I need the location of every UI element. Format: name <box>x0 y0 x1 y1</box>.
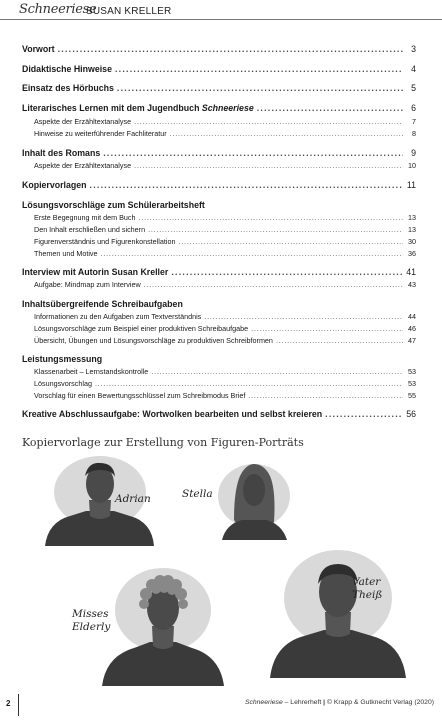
toc-entry-inhalt-aspekte[interactable]: Aspekte der Erzähltextanalyse . . . 10 <box>22 161 416 170</box>
toc-entry-textverstaendnis[interactable]: Informationen zu den Aufgaben zum Textverständnis . . . 44 <box>22 312 416 321</box>
toc-entry-kreativ[interactable]: Kreative Abschlussaufgabe: Wortwolken bearbeiten und selbst kreieren . . . 56 <box>22 409 416 419</box>
toc-entry-interview[interactable]: Interview mit Autorin Susan Kreller . . . 41 <box>22 267 416 277</box>
toc-entry-klassenarbeit[interactable]: Klassenarbeit – Lernstandskontrolle . . . 53 <box>22 367 416 376</box>
header-rule <box>0 19 442 20</box>
portrait-label-misses-elderly: Misses Elderly <box>72 608 111 633</box>
portrait-stella <box>212 460 297 540</box>
toc-entry-vorwort[interactable]: Vorwort . . . 3 <box>22 44 416 54</box>
toc-entry-produktive-aufgabe[interactable]: Lösungsvorschläge zum Beispiel einer produktiven Schreibaufgabe . . . 46 <box>22 324 416 333</box>
author-name: SUSAN KRELLER <box>86 6 172 17</box>
portrait-label-adrian: Adrian <box>115 493 151 505</box>
book-logo: Schneeriese <box>19 2 97 17</box>
toc-heading-schreib[interactable]: Inhaltsübergreifende Schreibaufgaben <box>22 299 183 309</box>
toc-entry-bewertung[interactable]: Vorschlag für einen Bewertungsschlüssel zum Schreibmodus Brief . . . 55 <box>22 391 416 400</box>
toc-entry-schreibformen[interactable]: Übersicht, Übungen und Lösungsvorschläge zu produktiven Schreibformen . . . 47 <box>22 336 416 345</box>
toc-entry-figuren[interactable]: Figurenverständnis und Figurenkonstellation . . . 30 <box>22 237 416 246</box>
toc-entry-loesungsvorschlag[interactable]: Lösungsvorschlag . . . 53 <box>22 379 416 388</box>
section-title-portraits: Kopiervorlage zur Erstellung von Figuren-Porträts <box>22 436 304 449</box>
toc-entry-hoerbuch[interactable]: Einsatz des Hörbuchs . . . 5 <box>22 83 416 93</box>
toc-entry-literarisch[interactable]: Literarisches Lernen mit dem Jugendbuch Schneeriese . . . 6 <box>22 103 416 113</box>
toc-entry-fachliteratur[interactable]: Hinweise zu weiterführender Fachliteratur . . . 8 <box>22 129 416 138</box>
toc-entry-themen[interactable]: Themen und Motive . . . 36 <box>22 249 416 258</box>
page-number: 2 <box>6 699 11 708</box>
portrait-vater-theiss <box>268 548 408 678</box>
toc-entry-kopiervorlagen[interactable]: Kopiervorlagen . . . 11 <box>22 180 416 190</box>
toc-heading-loesung[interactable]: Lösungsvorschläge zum Schülerarbeitsheft <box>22 200 205 210</box>
toc-heading-leistung[interactable]: Leistungsmessung <box>22 354 103 364</box>
toc-entry-inhalt-erschliessen[interactable]: Den Inhalt erschließen und sichern . . . 13 <box>22 225 416 234</box>
toc-entry-inhalt[interactable]: Inhalt des Romans . . . 9 <box>22 148 416 158</box>
portrait-label-vater-theiss: Vater Theiß <box>352 576 383 601</box>
toc-entry-erste-begegnung[interactable]: Erste Begegnung mit dem Buch . . . 13 <box>22 213 416 222</box>
page-header <box>0 0 442 22</box>
footer-credit: Schneeriese – Lehrerheft | © Krapp & Gutknecht Verlag (2020) <box>244 699 434 706</box>
toc-entry-literarisch-aspekte[interactable]: Aspekte der Erzähltextanalyse . . . 7 <box>22 117 416 126</box>
footer-rule <box>18 694 19 716</box>
portrait-label-stella: Stella <box>182 488 213 500</box>
toc-entry-didaktik[interactable]: Didaktische Hinweise . . . 4 <box>22 64 416 74</box>
toc-entry-mindmap[interactable]: Aufgabe: Mindmap zum Interview . . . 43 <box>22 280 416 289</box>
